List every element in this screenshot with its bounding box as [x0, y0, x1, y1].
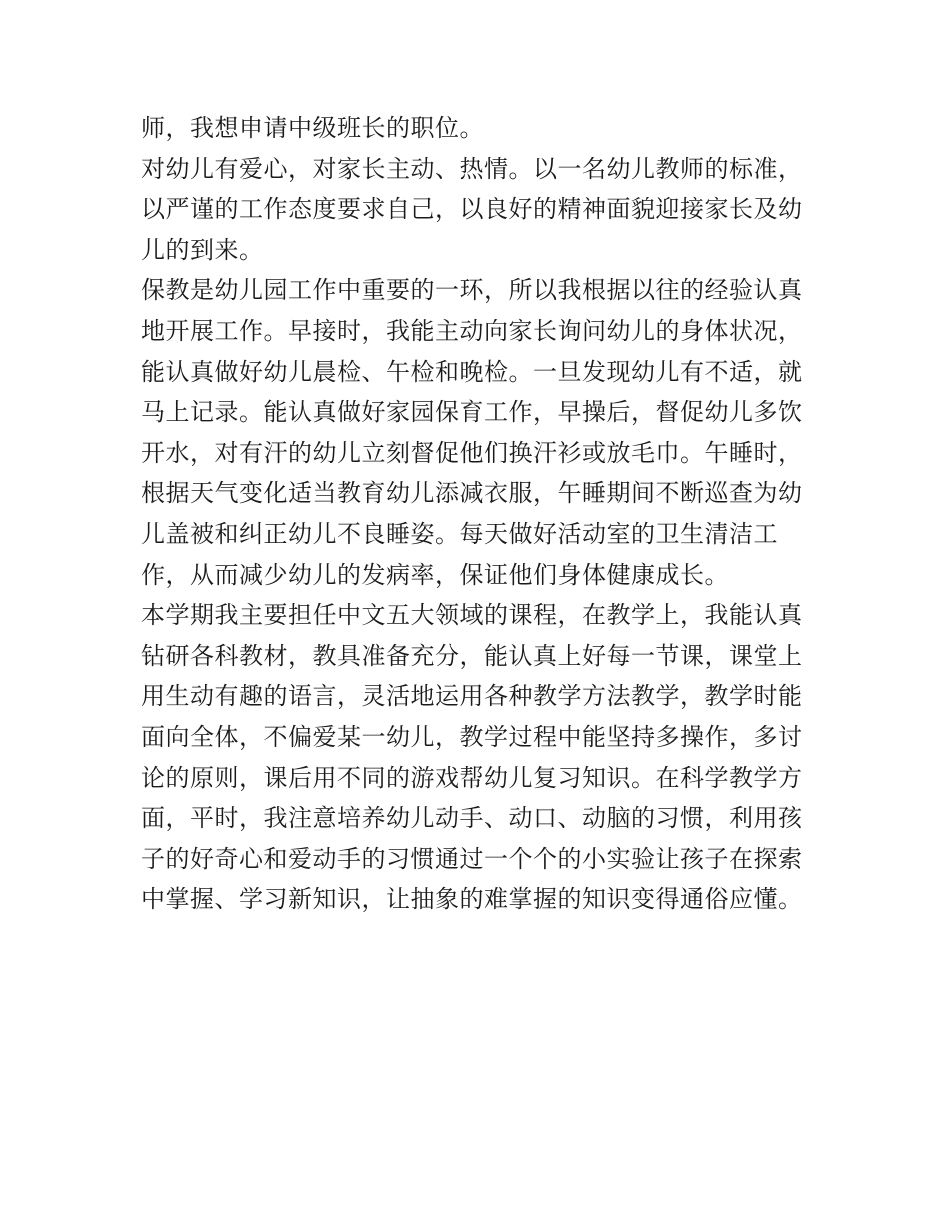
text-line: 地开展工作。早接时，我能主动向家长询问幼儿的身体状况， — [141, 316, 803, 345]
text-line: 作，从而减少幼儿的发病率，保证他们身体健康成长。 — [141, 560, 729, 589]
text-line: 对幼儿有爱心，对家长主动、热情。以一名幼儿教师的标准， — [141, 154, 803, 183]
text-line: 根据天气变化适当教育幼儿添减衣服，午睡期间不断巡查为幼 — [141, 479, 803, 508]
text-line: 师，我想申请中级班长的职位。 — [141, 114, 484, 142]
text-line: 中掌握、学习新知识，让抽象的难掌握的知识变得通俗应懂。 — [141, 885, 803, 914]
text-line: 钻研各科教材，教具准备充分，能认真上好每一节课，课堂上 — [141, 641, 803, 670]
document-body — [141, 108, 821, 920]
text-line: 儿盖被和纠正幼儿不良睡姿。每天做好活动室的卫生清洁工 — [141, 519, 778, 548]
text-line: 本学期我主要担任中文五大领域的课程，在教学上，我能认真 — [141, 601, 803, 630]
text-line: 用生动有趣的语言，灵活地运用各种教学方法教学，教学时能 — [141, 682, 803, 711]
text-line: 论的原则，课后用不同的游戏帮幼儿复习知识。在科学教学方 — [141, 763, 803, 792]
text-line: 以严谨的工作态度要求自己，以良好的精神面貌迎接家长及幼 — [141, 195, 803, 224]
text-line: 马上记录。能认真做好家园保育工作，早操后，督促幼儿多饮 — [141, 398, 803, 427]
text-line: 子的好奇心和爱动手的习惯通过一个个的小实验让孩子在探索 — [141, 844, 803, 873]
text-line: 开水，对有汗的幼儿立刻督促他们换汗衫或放毛巾。午睡时， — [141, 438, 803, 467]
text-line: 儿的到来。 — [141, 235, 264, 264]
text-line: 保教是幼儿园工作中重要的一环，所以我根据以往的经验认真 — [141, 276, 803, 305]
text-line: 能认真做好幼儿晨检、午检和晚检。一旦发现幼儿有不适，就 — [141, 357, 803, 386]
text-line: 面向全体，不偏爱某一幼儿，教学过程中能坚持多操作，多讨 — [141, 722, 803, 751]
text-line: 面，平时，我注意培养幼儿动手、动口、动脑的习惯，利用孩 — [141, 804, 803, 833]
